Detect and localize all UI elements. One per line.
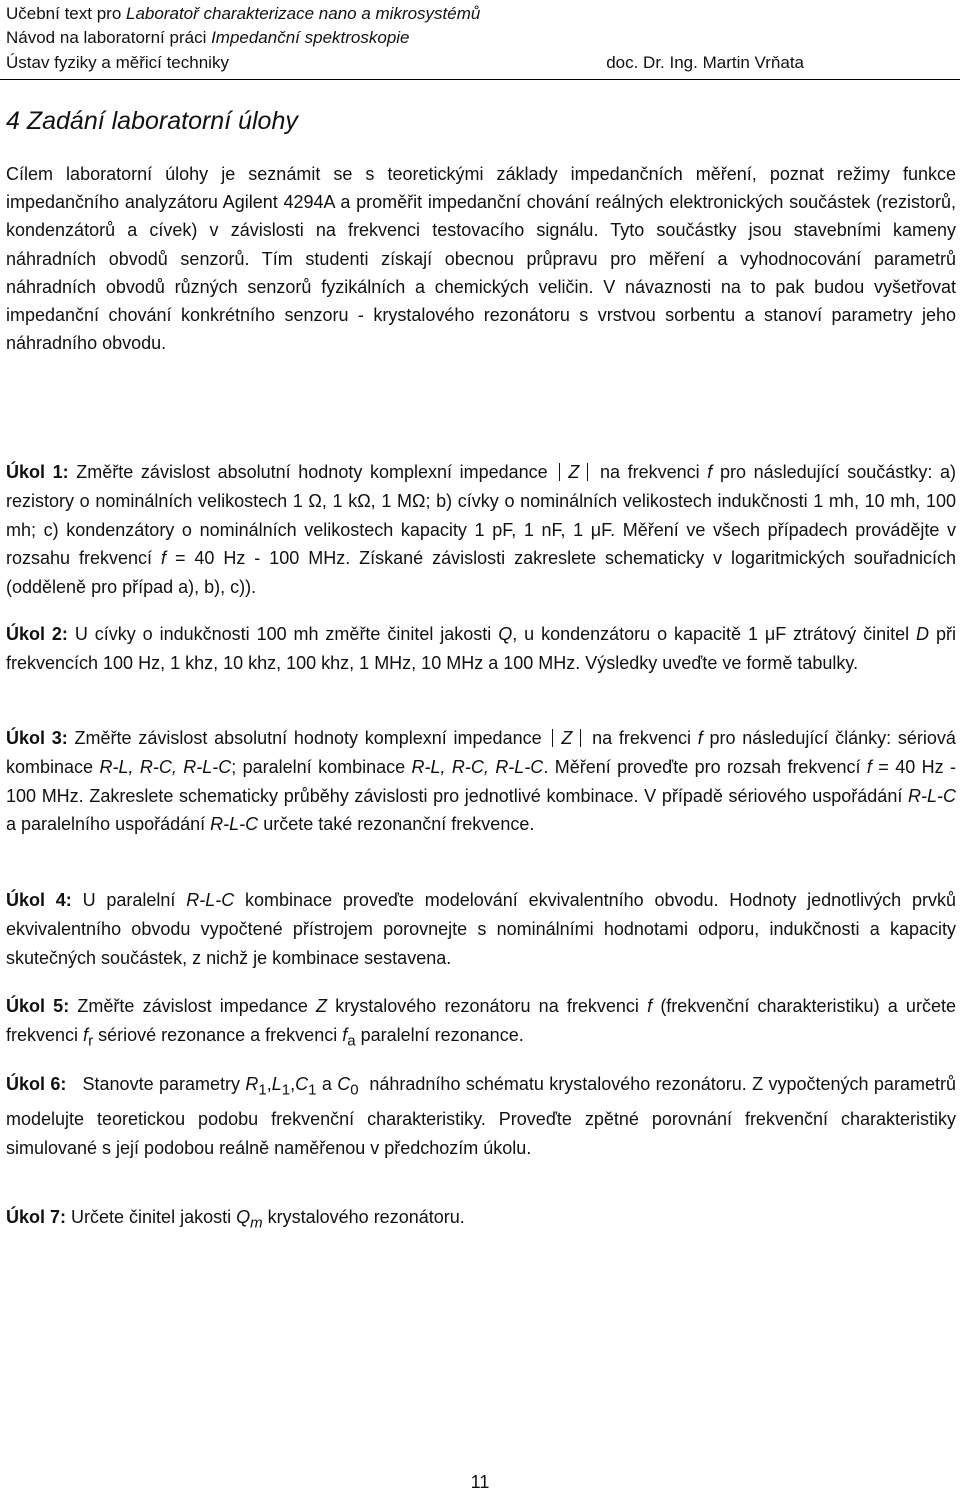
task-label: Úkol 7: <box>6 1207 67 1227</box>
task-label: Úkol 3: <box>6 728 68 748</box>
impedance-z: Z <box>552 729 581 747</box>
task-6: Úkol 6: Stanovte parametry $R_1,L_1,C_1$ a $C_0$ náhradního schématu krystalového rezonátoru. Z vypočtených parametrů modelujte teoretickou podobu frekvenční charakteristiky. Proveďte zpětné porovnání frekvenční charakteristiky simulované s její podobou reálně naměřenou v předchozím úkolu. <box>6 1074 956 1159</box>
task-4: Úkol 4: U paralelní R-L-C kombinace proveďte modelování ekvivalentního obvodu. Hodnoty jednotlivých prvků ekvivalentního obvodu vypočtené přístrojem porovnejte s nominálními hodnotami odporu, indukčnosti a kapacity skutečných součástek, z nichž je kombinace sestavena. <box>6 890 956 968</box>
header-course-line: Učební text pro Laboratoř charakterizace nano a mikrosystémů <box>6 4 481 23</box>
task-1: Úkol 1: Změřte závislost absolutní hodnoty komplexní impedance Z na frekvenci f pro následující součástky: a) rezistory o nominálních velikostech 1 Ω, 1 kΩ, 1 MΩ; b) cívky o nominálních velikostech indukčnosti 1 mh, 10 mh, 100 mh; c) kondenzátory o nominálních velikostech kapacity 1 pF, 1 nF, 1 μF. Měření ve všech případech provádějte v rozsahu frekvencí f = 40 Hz - 100 MHz. Získané závislosti zakreslete schematicky v logaritmických souřadnicích (odděleně pro případ a), b), c)). <box>6 462 956 598</box>
task-label: Úkol 6: <box>6 1074 67 1094</box>
header-manual-line: Návod na laboratorní práci Impedanční spektroskopie <box>6 28 410 47</box>
task-label: Úkol 2: <box>6 624 68 644</box>
header-divider <box>0 79 960 80</box>
header-author: doc. Dr. Ing. Martin Vrňata <box>606 53 804 72</box>
task-3: Úkol 3: Změřte závislost absolutní hodnoty komplexní impedance Z na frekvenci f pro následující články: sériová kombinace R-L, R-C, R-L-C; paralelní kombinace R-L, R-C, R-L-C. Měření proveďte pro rozsah frekvencí f = 40 Hz - 100 MHz. Zakreslete schematicky průběhy závislosti pro jednotlivé kombinace. V případě sériového uspořádání R-L-C a paralelního uspořádání R-L-C určete také rezonanční frekvence. <box>6 728 956 835</box>
page-number: 11 <box>470 1472 490 1492</box>
task-label: Úkol 4: <box>6 890 72 910</box>
impedance-z: Z <box>559 463 588 481</box>
task-label: Úkol 5: <box>6 996 70 1016</box>
intro-paragraph: Cílem laboratorní úlohy je seznámit se s teoretickými základy impedančních měření, poznat režimy funkce impedančního analyzátoru Agilent 4294A a proměřit impedanční chování reálných elektronických součástek (rezistorů, kondenzátorů a cívek) v závislosti na frekvenci testovacího signálu. Tyto součástky jsou stavebními kameny náhradních obvodů senzorů. Tím studenti získají obecnou průpravu pro měření a vyhodnocování parametrů náhradních obvodů různých senzorů fyzikálních a chemických veličin. V návaznosti na to pak budou vyšetřovat impedanční chování konkrétního senzoru - krystalového rezonátoru s vrstvou sorbentu a stanoví parametry jeho náhradního obvodu. <box>6 164 956 354</box>
header-institute: Ústav fyziky a měřicí techniky <box>6 53 229 72</box>
task-7: Úkol 7: Určete činitel jakosti $Q_m$ krystalového rezonátoru. <box>6 1207 465 1232</box>
task-5: Úkol 5: Změřte závislost impedance Z krystalového rezonátoru na frekvenci f (frekvenční charakteristiku) a určete frekvenci $f_r$ sériové rezonance a frekvenci $f_a$ paralelní rezonance. <box>6 996 956 1050</box>
task-2: Úkol 2: U cívky o indukčnosti 100 mh změřte činitel jakosti Q, u kondenzátoru o kapacitě 1 μF ztrátový činitel D při frekvencích 100 Hz, 1 khz, 10 khz, 100 khz, 1 MHz, 10 MHz a 100 MHz. Výsledky uveďte ve formě tabulky. <box>6 624 956 673</box>
section-title: 4 Zadání laboratorní úlohy <box>6 107 298 135</box>
task-label: Úkol 1: <box>6 462 69 482</box>
